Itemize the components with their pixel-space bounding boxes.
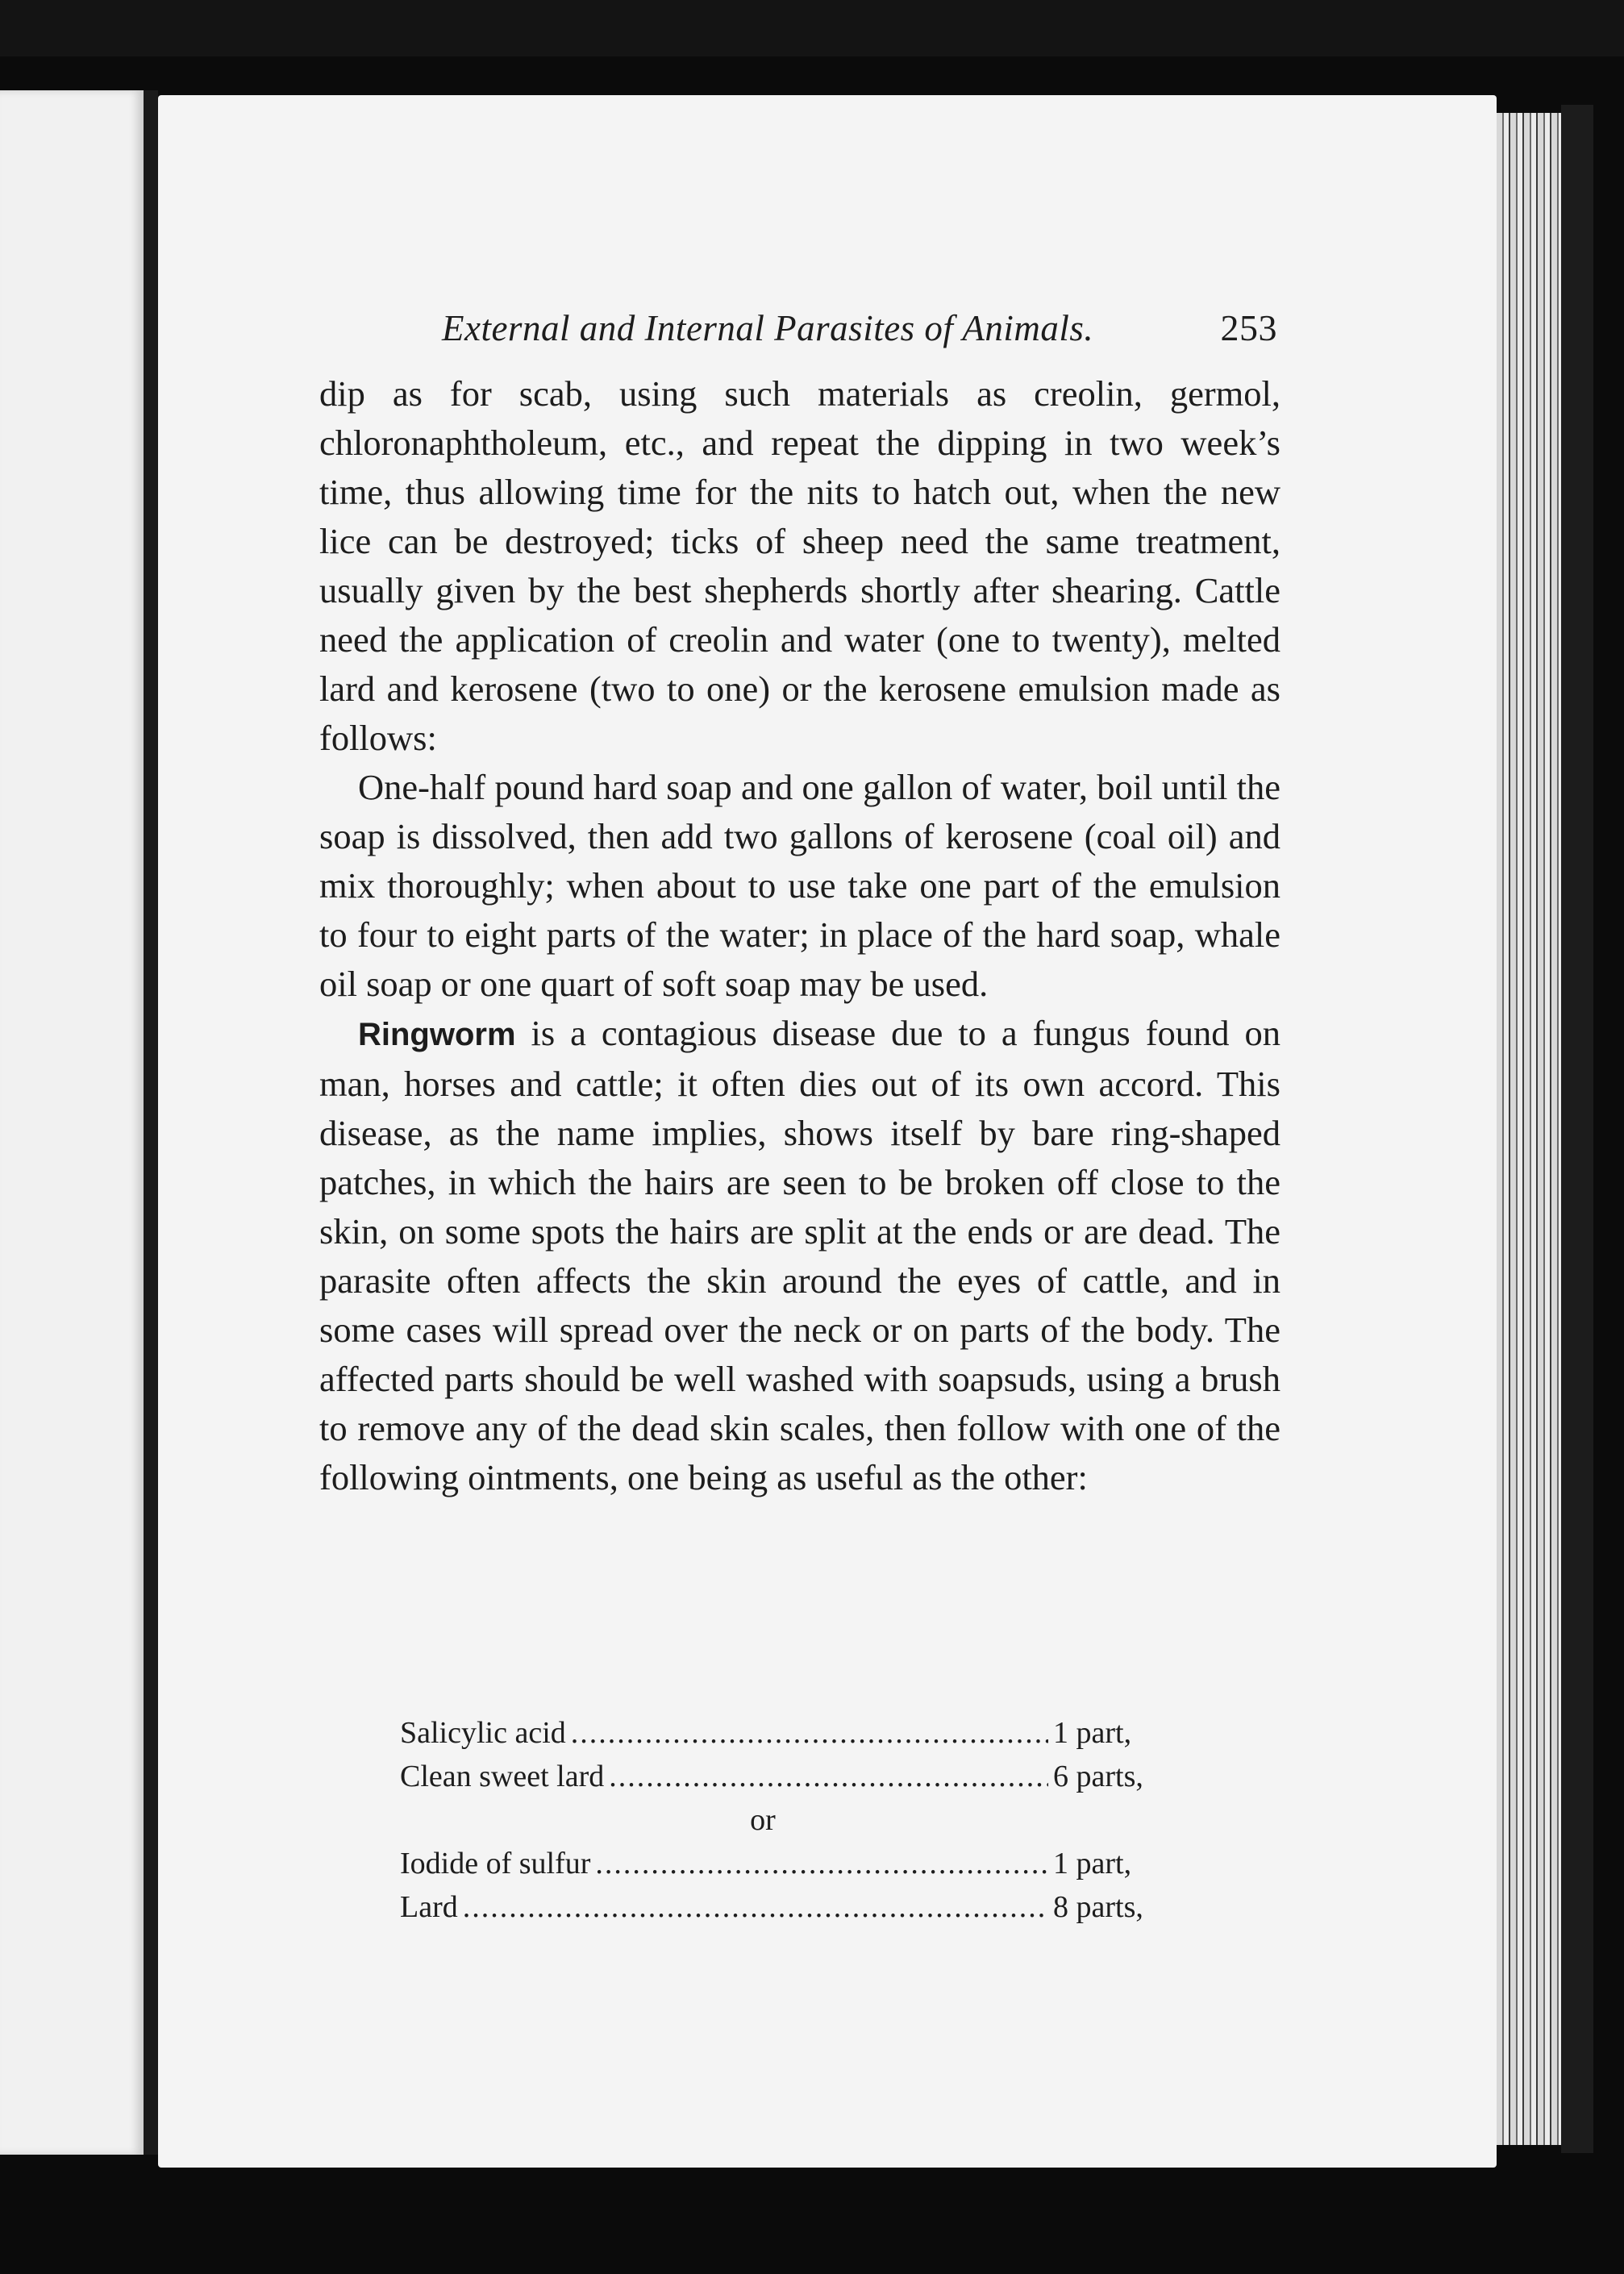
facing-page-edge	[0, 90, 144, 2155]
recipe-ingredient: Clean sweet lard	[400, 1760, 605, 1793]
paragraph-ringworm	[319, 1009, 1280, 1502]
leader-dots	[463, 1885, 1048, 1929]
running-head	[442, 306, 1277, 349]
page-number: 253	[1220, 307, 1277, 348]
ringworm-heading: Ringworm	[358, 1017, 516, 1052]
book-cover-edge	[1561, 105, 1593, 2153]
recipe-quantity: 8 parts,	[1053, 1890, 1143, 1924]
leader-dots	[609, 1755, 1048, 1798]
recipe-quantity: 1 part,	[1053, 1847, 1132, 1880]
running-head-title: External and Internal Parasites of Animals.	[442, 308, 1094, 348]
ointment-recipe	[400, 1711, 1190, 1929]
recipe-row	[400, 1842, 1190, 1885]
leader-dots	[595, 1842, 1048, 1885]
recipe-row	[400, 1711, 1190, 1755]
paragraph-emulsion-recipe: One-half pound hard soap and one gallon of water, boil until the soap is dissolved, then add two gallons of kerosene (coal oil) and mix thoroughly; when about to use take one part of the emulsion to four to eight parts of the water; in place of the hard soap, whale oil soap or one quart of soft soap may be used.	[319, 767, 1280, 1004]
recipe-quantity: 6 parts,	[1053, 1760, 1143, 1793]
body-text	[319, 369, 1280, 1502]
scanner-background	[0, 0, 1624, 56]
recipe-row	[400, 1885, 1190, 1929]
page-edges	[1497, 113, 1561, 2145]
recipe-ingredient: Iodide of sulfur	[400, 1847, 591, 1880]
ringworm-text: is a contagious disease due to a fungus found on man, horses and cattle; it often dies out of its own accord. This disease, as the name implies, shows itself by bare ring-shaped patches, in which the hairs are seen to be broken off close to the skin, on some spots the hairs are split at the ends or are dead. The parasite often affects the skin around the eyes of cattle, and in some cases will spread over the neck or on parts of the body. The affected parts should be well washed with soapsuds, using a brush to remove any of the dead skin scales, then follow with one of the following ointments, one being as useful as the other:	[319, 1013, 1280, 1497]
recipe-separator: or	[750, 1803, 776, 1837]
book-gutter	[144, 90, 158, 2155]
recipe-ingredient: Lard	[400, 1890, 458, 1924]
recipe-row	[400, 1755, 1190, 1798]
paragraph-dip-treatment: dip as for scab, using such materials as creolin, germol, chloronaphtholeum, etc., and repeat the dipping in two week’s time, thus allowing time for the nits to hatch out, when the new lice can be destroyed; ticks of sheep need the same treatment, usually given by the best shepherds shortly after shearing. Cattle need the application of creolin and water (one to twenty), melted lard and kerosene (two to one) or the kerosene emulsion made as follows:	[319, 373, 1280, 758]
recipe-quantity: 1 part,	[1053, 1716, 1132, 1750]
recipe-ingredient: Salicylic acid	[400, 1716, 566, 1750]
leader-dots	[571, 1711, 1048, 1755]
